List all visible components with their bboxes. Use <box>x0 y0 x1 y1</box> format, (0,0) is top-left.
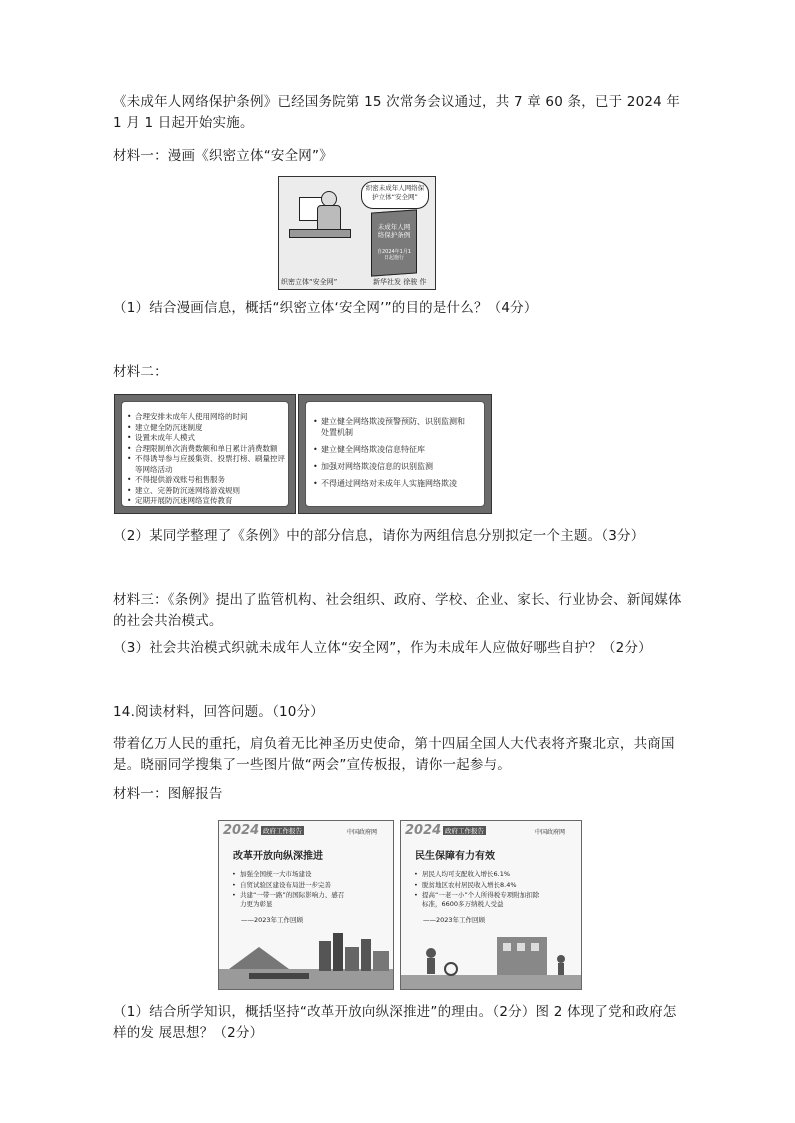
list-item: • 建立、完善防沉迷网络游戏规则 <box>126 486 285 497</box>
book-date: 自2024年1月1日起施行 <box>376 249 412 261</box>
list-item: • 自贸试验区建设布局进一步完善 <box>231 880 350 891</box>
list-item: • 设置未成年人模式 <box>126 433 285 444</box>
material2-label: 材料二： <box>113 364 168 380</box>
question-14-heading: 14.阅读材料，回答问题。（10分） <box>113 704 324 720</box>
question-2: （2）某同学整理了《条例》中的部分信息，请你为两组信息分别拟定一个主题。（3分） <box>113 528 645 544</box>
comic-caption-left: 织密立体“安全网” <box>281 278 338 286</box>
poster-1-tag: 政府工作报告 <box>263 827 302 835</box>
laptop-base <box>289 229 351 238</box>
poster-2-year: 2024 <box>405 823 442 838</box>
person-body <box>317 205 341 231</box>
poster-2-logo: 中国政府网 <box>535 829 566 836</box>
list-item: • 提高“一老一小”个人所得税专项附加扣除标准，6600多万纳税人受益 <box>413 891 542 909</box>
material-b1-label: 材料一：图解报告 <box>113 786 223 802</box>
list-item: • 不得提供游戏账号租售服务 <box>126 475 285 486</box>
poster-1-logo: 中国政府网 <box>347 829 378 836</box>
group1-list <box>126 412 285 507</box>
material2-panel-2 <box>298 394 492 514</box>
list-item: • 加强对网络欺凌信息的识别监测 <box>312 461 471 472</box>
list-item: • 合理安排未成年人使用网络的时间 <box>126 412 285 423</box>
poster-2 <box>400 820 582 990</box>
intro-paragraph: 《未成年人网络保护条例》已经国务院第 15 次常务会议通过，共 7 章 60 条，已于 2024 年 1 月 1 日起开始实施。 <box>113 94 681 131</box>
poster-1-title: 改革开放向纵深推进 <box>233 851 323 862</box>
poster-2-source: ——2023年工作回顾 <box>423 916 486 924</box>
poster-1-source: ——2023年工作回顾 <box>241 916 304 924</box>
comic-figure <box>278 176 436 290</box>
question-14-intro: 带着亿万人民的重托，肩负着无比神圣历史使命，第十四届全国人大代表将齐聚北京，共商国是。晓丽同学搜集了一些图片做“两会”宣传板报，请你一起参与。 <box>113 736 675 773</box>
group2-list <box>312 416 471 489</box>
regulation-book <box>371 209 417 276</box>
list-item: • 建立健全网络欺凌预警预防、识别监测和处置机制 <box>312 416 471 438</box>
material2-panel-1 <box>114 394 296 514</box>
speech-bubble-text: 织密未成年人网络保护立体“安全网” <box>365 184 425 201</box>
comic-caption-right: 新华社发 徐骏 作 <box>373 278 427 286</box>
material3-paragraph: 材料三：《条例》提出了监管机构、社会组织、政府、学校、企业、家长、行业协会、新闻媒体的社会共治模式。 <box>113 592 682 629</box>
poster-1-year: 2024 <box>223 823 260 838</box>
list-item: • 合理限制单次消费数额和单日累计消费数额 <box>126 444 285 455</box>
poster-1-list <box>231 869 350 909</box>
poster-1 <box>218 820 394 990</box>
list-item: • 建立健全防沉迷制度 <box>126 423 285 434</box>
list-item: • 定期开展防沉迷网络宣传教育 <box>126 496 285 507</box>
question-1: （1）结合漫画信息，概括“织密立体‘安全网’”的目的是什么？（4分） <box>113 300 538 316</box>
list-item: • 不得通过网络对未成年人实施网络欺凌 <box>312 478 471 489</box>
poster-2-tag: 政府工作报告 <box>445 827 484 835</box>
list-item: • 加强全国统一大市场建设 <box>231 869 350 880</box>
poster-2-title: 民生保障有力有效 <box>415 851 495 862</box>
question-b1: （1）结合所学知识，概括坚持“改革开放向纵深推进”的理由。（2分）图 2 体现了党和政府怎样的发 展思想？（2分） <box>113 1004 677 1041</box>
list-item: • 不得诱导参与应援集资、投票打榜、刷量控评等网络活动 <box>126 454 285 475</box>
book-title: 未成年人网络保护条例 <box>377 223 411 239</box>
question-3: （3）社会共治模式织就未成年人立体“安全网”，作为未成年人应做好哪些自护？（2分） <box>113 640 652 656</box>
list-item: • 脱贫地区农村居民收入增长8.4% <box>413 880 542 891</box>
list-item: • 共建“一带一路”的国际影响力、感召力更为彰显 <box>231 891 350 909</box>
material1-label: 材料一：漫画《织密立体“安全网”》 <box>113 148 333 164</box>
poster-2-list <box>413 869 542 909</box>
list-item: • 建立健全网络欺凌信息特征库 <box>312 444 471 455</box>
city-skyline-illustration <box>219 929 393 989</box>
list-item: • 居民人均可支配收入增长6.1% <box>413 869 542 880</box>
community-illustration <box>401 929 581 989</box>
